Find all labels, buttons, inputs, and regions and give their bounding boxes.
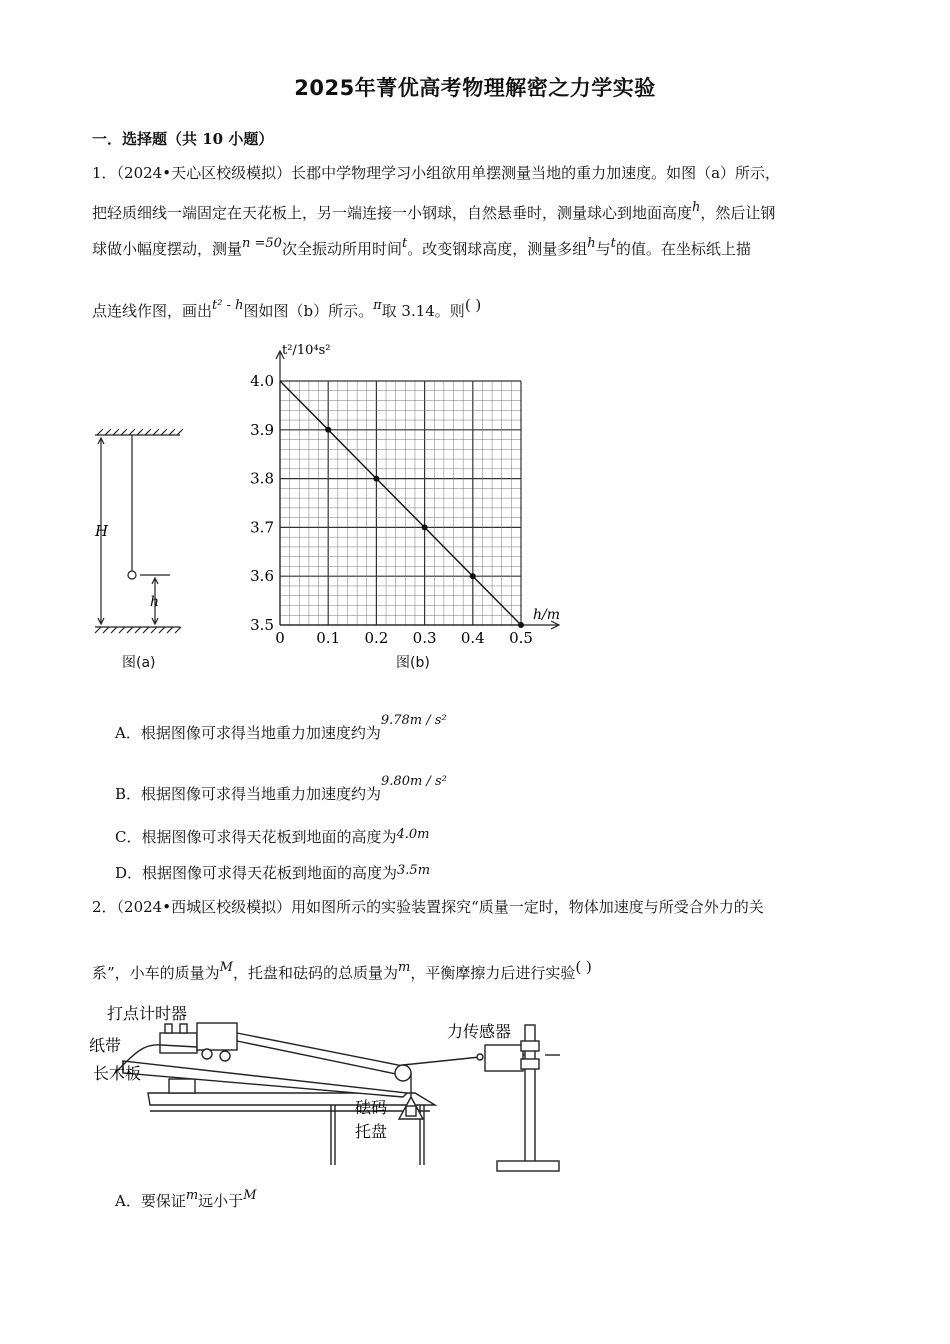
label-weights: 砝码 <box>355 1098 388 1117</box>
section-heading: 一．选择题（共 10 小题） <box>92 130 274 148</box>
q1-line-3: 球做小幅度摆动，测量n =50次全振动所用时间t。改变钢球高度，测量多组h与t的值。在坐标纸上描 <box>92 236 751 258</box>
pulley <box>395 1065 411 1081</box>
cart <box>197 1023 237 1050</box>
data-point <box>373 476 379 482</box>
x-tick-label: 0 <box>275 629 285 647</box>
label-timer: 打点计时器 <box>107 1004 188 1023</box>
q1-line-1: 1．（2024•天心区校级模拟）长郡中学物理学习小组欲用单摆测量当地的重力加速度。如图（a）所示， <box>92 164 781 182</box>
label-tape: 纸带 <box>89 1036 122 1055</box>
series-line <box>280 381 521 625</box>
fig-b-caption: 图(b) <box>396 655 430 671</box>
y-tick-label: 3.9 <box>250 420 274 439</box>
label-board: 长木板 <box>93 1064 142 1083</box>
label-tray: 托盘 <box>355 1122 388 1141</box>
stand-base <box>497 1161 559 1171</box>
y-tick-label: 4.0 <box>250 372 274 390</box>
data-point <box>518 622 524 628</box>
figure-b-chart <box>230 336 580 648</box>
y-axis-label: t²/10⁴s² <box>282 343 331 358</box>
q2-line-2: 系”，小车的质量为M，托盘和砝码的总质量为m，平衡摩擦力后进行实验( ) <box>92 958 592 982</box>
y-tick-label: 3.8 <box>250 469 274 488</box>
fig-a-h-label: h <box>150 594 160 610</box>
y-tick-label: 3.5 <box>250 616 274 634</box>
figure-q2-apparatus <box>85 995 595 1180</box>
y-tick-label: 3.6 <box>250 567 274 586</box>
page-title: 2025年菁优高考物理解密之力学实验 <box>294 76 656 100</box>
q1-line-4: 点连线作图，画出t² - h图如图（b）所示。π取 3.14。则( ) <box>92 296 482 320</box>
fig-a-caption: 图(a) <box>122 655 156 671</box>
q2-line-1: 2．（2024•西城区校级模拟）用如图所示的实验装置探究“质量一定时，物体加速度与所受合外力的关 <box>92 898 764 916</box>
q1-option-c[interactable]: C．根据图像可求得天花板到地面的高度为4.0m <box>115 827 430 846</box>
fig-a-H-label: H <box>95 522 109 540</box>
ceiling-hatch <box>97 429 183 435</box>
x-axis-label: h/m <box>533 607 561 623</box>
q1-option-d[interactable]: D．根据图像可求得天花板到地面的高度为3.5m <box>115 863 431 882</box>
x-tick-label: 0.3 <box>412 629 437 647</box>
figure-a-pendulum <box>85 420 195 675</box>
data-point <box>422 524 428 530</box>
floor-hatch <box>95 627 181 633</box>
support-block <box>169 1079 195 1093</box>
label-sensor: 力传感器 <box>447 1022 512 1041</box>
data-point <box>470 573 476 579</box>
x-tick-label: 0.1 <box>316 629 341 647</box>
pendulum-ball <box>128 571 136 579</box>
x-tick-label: 0.2 <box>364 629 389 647</box>
weights <box>406 1106 416 1116</box>
data-point <box>325 427 331 433</box>
q2-option-a[interactable]: A．要保证m远小于M <box>115 1188 257 1210</box>
y-tick-label: 3.7 <box>250 518 274 537</box>
x-tick-label: 0.5 <box>509 629 533 647</box>
long-board <box>123 1061 407 1097</box>
force-sensor <box>485 1045 523 1071</box>
x-tick-label: 0.4 <box>460 629 485 647</box>
timer-box <box>160 1033 197 1053</box>
q1-option-a[interactable]: A．根据图像可求得当地重力加速度约为9.78m / s² <box>115 713 447 742</box>
q1-line-2: 把轻质细线一端固定在天花板上，另一端连接一小钢球，自然悬垂时，测量球心到地面高度h，然后让钢 <box>92 200 776 222</box>
q1-option-b[interactable]: B．根据图像可求得当地重力加速度约为9.80m / s² <box>115 774 447 803</box>
